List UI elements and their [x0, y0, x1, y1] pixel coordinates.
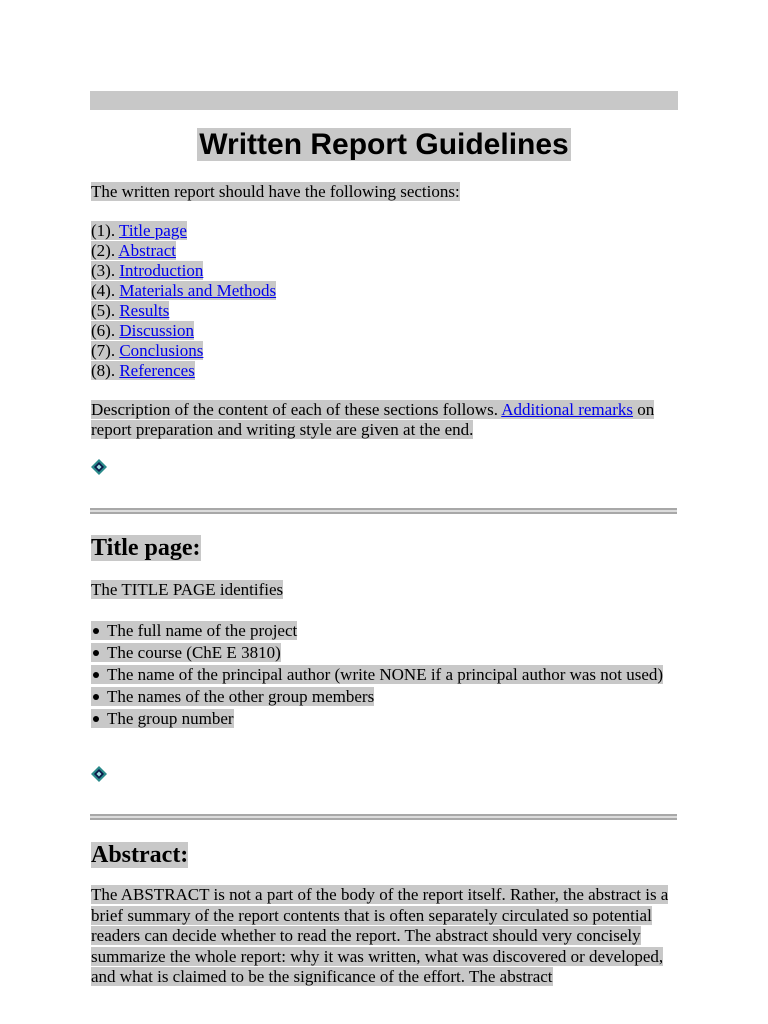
title-page-intro: The TITLE PAGE identifies	[91, 580, 284, 599]
toc-link-results[interactable]: Results	[119, 301, 170, 320]
toc-link-references[interactable]: References	[119, 361, 195, 380]
toc-item: (7). Conclusions	[91, 341, 204, 360]
list-item: The name of the principal author (write NONE if a principal author was not used)	[91, 664, 681, 685]
list-item: The group number	[91, 708, 681, 729]
title-page-bullets	[91, 620, 681, 730]
toc-item: (1). Title page	[91, 221, 187, 240]
list-item: The full name of the project	[91, 620, 681, 641]
intro-text: The written report should have the following sections:	[91, 182, 460, 201]
abstract-text: The ABSTRACT is not a part of the body of the report itself. Rather, the abstract is a brief summary of the report contents that is often separately circulated so potential readers can decide whether to read the report. The abstract should very concisely summarize the whole report: why it was written, what was discovered or developed, and what is claimed to be the significance of the effort. The abstract	[91, 885, 669, 986]
additional-remarks-link[interactable]: Additional remarks	[501, 400, 633, 419]
top-banner-bar	[90, 91, 678, 110]
list-item: The names of the other group members	[91, 686, 681, 707]
bullet-icon	[93, 650, 99, 656]
toc-item: (8). References	[91, 361, 195, 380]
diamond-nav-icon[interactable]	[91, 459, 107, 475]
section-divider	[90, 814, 677, 820]
toc-link-conclusions[interactable]: Conclusions	[119, 341, 204, 360]
bullet-icon	[93, 716, 99, 722]
title-page-heading: Title page:	[91, 535, 201, 561]
toc-link-abstract[interactable]: Abstract	[118, 241, 176, 260]
bullet-icon	[93, 694, 99, 700]
abstract-heading: Abstract:	[91, 842, 189, 868]
list-item: The course (ChE E 3810)	[91, 642, 681, 663]
diamond-nav-icon[interactable]	[91, 766, 107, 782]
section-divider	[90, 508, 677, 514]
toc-link-discussion[interactable]: Discussion	[119, 321, 194, 340]
toc-link-title-page[interactable]: Title page	[119, 221, 187, 240]
toc-item: (4). Materials and Methods	[91, 281, 277, 300]
description-text: Description of the content of each of these sections follows. Additional remarks on report preparation and writing style are given at the end.	[91, 400, 655, 439]
toc-link-introduction[interactable]: Introduction	[119, 261, 204, 280]
bullet-icon	[93, 672, 99, 678]
toc-item: (5). Results	[91, 301, 170, 320]
toc-link-materials-methods[interactable]: Materials and Methods	[119, 281, 277, 300]
page-title: Written Report Guidelines	[199, 128, 569, 161]
toc-item: (3). Introduction	[91, 261, 204, 280]
toc-item: (6). Discussion	[91, 321, 194, 340]
bullet-icon	[93, 628, 99, 634]
toc-item: (2). Abstract	[91, 241, 176, 260]
section-list	[91, 221, 276, 381]
